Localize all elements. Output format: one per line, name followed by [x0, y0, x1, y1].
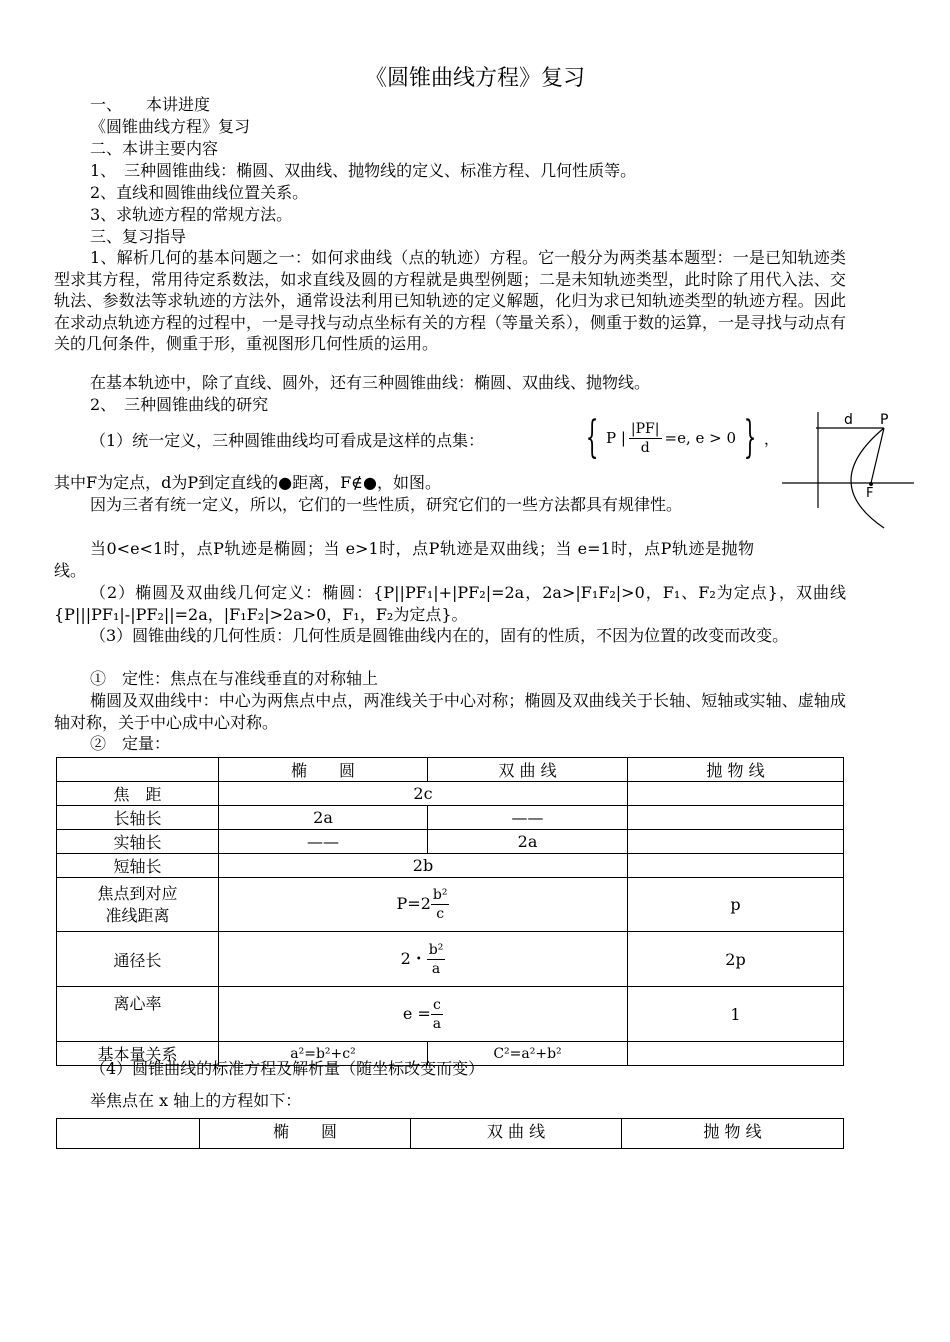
formula-prefix: e = — [402, 1003, 431, 1023]
row-label: 基本量关系 — [57, 1042, 219, 1066]
table-cell: 2a — [219, 806, 428, 830]
set-point: P | — [606, 429, 626, 447]
paragraph-geometric-properties: （3）圆锥曲线的几何性质：几何性质是圆锥曲线内在的，固有的性质，不因为位置的改变而改变。 — [90, 626, 789, 645]
directrix-figure — [780, 404, 920, 534]
table-cell: 2p — [628, 932, 844, 987]
table-cell — [628, 782, 844, 806]
paragraph-common-properties: 因为三者有统一定义，所以，它们的一些性质，研究它们的一些方法都具有规律性。 — [90, 495, 683, 514]
label-d: d — [844, 412, 853, 428]
table-row — [57, 987, 844, 1042]
section-1-heading: 一、 本讲进度 — [90, 95, 211, 114]
formula-fraction — [431, 886, 450, 923]
fixed-point-text: 其中F为定点，d为P到定直线的●距离，F∉●，如图。 — [54, 473, 441, 492]
paragraph-basic-problem: 1、解析几何的基本问题之一：如何求曲线（点的轨迹）方程。它一般分为两类基本题型：一是已知轨迹类型求其方程，常用待定系数法，如求直线及圆的方程就是典型例题；二是未知轨迹类型，此时除了用代入法、交轨法、参数法等求轨迹的方法外，通常设法利用已知轨迹的定义解题，化归为求已知轨迹类型的轨迹方程。因此在求动点轨迹方程的过程中，一是寻找与动点坐标有关的方程（等量关系），侧重于数的运算，一是寻找与动点有关的几何条件，侧重于形，重视图形几何性质的运用。 — [54, 248, 847, 353]
header-cell — [57, 1119, 200, 1149]
table-cell: a²=b²+c² — [219, 1042, 428, 1066]
fraction-denominator: a — [432, 1015, 442, 1032]
row-label: 短轴长 — [57, 854, 219, 878]
table-cell-formula — [219, 932, 628, 987]
formula-fraction — [431, 996, 443, 1033]
formula-fraction — [427, 941, 446, 978]
table-row — [57, 830, 844, 854]
table-cell-formula — [219, 987, 628, 1042]
set-ratio-denominator: d — [640, 439, 650, 456]
fraction-numerator: b² — [432, 887, 448, 903]
section-2-item-1: 1、 三种圆锥曲线：椭圆、双曲线、抛物线的定义、标准方程、几何性质等。 — [90, 161, 637, 180]
header-cell: 双 曲 线 — [411, 1119, 622, 1149]
set-ratio-numerator: |PF| — [630, 420, 660, 437]
fraction-numerator: c — [431, 996, 443, 1015]
unified-definition-text: （1）统一定义，三种圆锥曲线均可看成是这样的点集： — [90, 431, 485, 450]
table-row — [57, 854, 844, 878]
table-header-row — [57, 758, 844, 782]
focal-segment — [871, 428, 884, 483]
set-condition: =e, e > 0 — [664, 429, 737, 447]
row-label: 焦 距 — [57, 782, 219, 806]
table-row — [57, 932, 844, 987]
section-4-heading: （4）圆锥曲线的标准方程及解析量（随坐标改变而变） — [90, 1059, 485, 1078]
paragraph-eccentricity-cases: 当0<e<1时，点P轨迹是椭圆；当 e>1时，点P轨迹是双曲线；当 e=1时，点P轨迹是抛物线。 — [54, 539, 754, 580]
table-cell: 2a — [428, 830, 628, 854]
table-row — [57, 806, 844, 830]
header-cell: 抛 物 线 — [628, 758, 844, 782]
set-ratio-fraction — [629, 420, 662, 457]
page-title: 《圆锥曲线方程》复习 — [364, 66, 585, 91]
fraction-numerator: b² — [428, 941, 444, 958]
table-cell: 2c — [219, 782, 628, 806]
table-cell — [628, 854, 844, 878]
table-cell: —— — [219, 830, 428, 854]
fraction-denominator: c — [436, 906, 445, 922]
paragraph-geometric-definition: （2）椭圆及双曲线几何定义：椭圆：{P||PF₁|+|PF₂|=2a，2a>|F₁F₂|>0，F₁、F₂为定点}，双曲线{P|||PF₁|-|PF₂||=2a，|F₁F₂|>2a>0，F₁，F₂为定点}。 — [54, 583, 846, 624]
section-1-text: 《圆锥曲线方程》复习 — [90, 117, 251, 136]
paragraph-basic-locus: 在基本轨迹中，除了直线、圆外，还有三种圆锥曲线：椭圆、双曲线、抛物线。 — [90, 373, 651, 392]
header-cell: 椭 圆 — [200, 1119, 411, 1149]
qualitative-heading: ① 定性：焦点在与准线垂直的对称轴上 — [90, 669, 379, 688]
section-2-heading: 二、本讲主要内容 — [90, 139, 219, 158]
header-cell: 椭 圆 — [219, 758, 428, 782]
table-cell: 2b — [219, 854, 628, 878]
table-cell: C²=a²+b² — [428, 1042, 628, 1066]
table-row — [57, 878, 844, 932]
label-f: F — [866, 486, 874, 501]
quantity-table — [56, 757, 844, 1066]
equation-table — [56, 1118, 844, 1149]
table-cell — [628, 830, 844, 854]
parabola-curve — [851, 428, 884, 528]
table-cell: p — [628, 878, 844, 932]
section-3-item-2: 2、 三种圆锥曲线的研究 — [90, 395, 269, 414]
label-p: P — [880, 412, 889, 428]
formula-prefix: 2・ — [400, 948, 427, 968]
fraction-denominator: a — [431, 960, 441, 977]
unified-definition-set — [578, 412, 779, 464]
section-2-item-3: 3、求轨迹方程的常规方法。 — [90, 205, 293, 224]
row-label: 长轴长 — [57, 806, 219, 830]
row-label: 通径长 — [57, 932, 219, 987]
section-3-heading: 三、复习指导 — [90, 227, 187, 246]
table-cell: 1 — [628, 987, 844, 1042]
table-cell: —— — [428, 806, 628, 830]
set-right-brace: } — [743, 412, 757, 463]
formula-prefix: P=2 — [396, 894, 431, 913]
quantitative-heading: ② 定量： — [90, 734, 171, 753]
header-cell: 双 曲 线 — [428, 758, 628, 782]
table-cell — [628, 806, 844, 830]
set-left-brace: { — [585, 412, 599, 463]
section-4-subheading: 举焦点在 x 轴上的方程如下： — [90, 1091, 302, 1110]
table-row — [57, 782, 844, 806]
set-trailing-comma: ， — [764, 429, 780, 448]
row-label: 实轴长 — [57, 830, 219, 854]
table-cell-formula — [219, 878, 628, 932]
table-header-row — [57, 1119, 844, 1149]
row-label: 离心率 — [57, 987, 219, 1042]
header-cell: 抛 物 线 — [622, 1119, 844, 1149]
row-label-line: 焦点到对应 — [97, 883, 178, 903]
row-label-directrix-distance — [57, 878, 219, 932]
section-2-item-2: 2、直线和圆锥曲线位置关系。 — [90, 183, 309, 202]
header-cell — [57, 758, 219, 782]
paragraph-symmetry: 椭圆及双曲线中：中心为两焦点中点，两准线关于中心对称；椭圆及双曲线关于长轴、短轴或实轴、虚轴成轴对称，关于中心成中心对称。 — [54, 691, 846, 732]
row-label-line: 准线距离 — [105, 905, 170, 925]
